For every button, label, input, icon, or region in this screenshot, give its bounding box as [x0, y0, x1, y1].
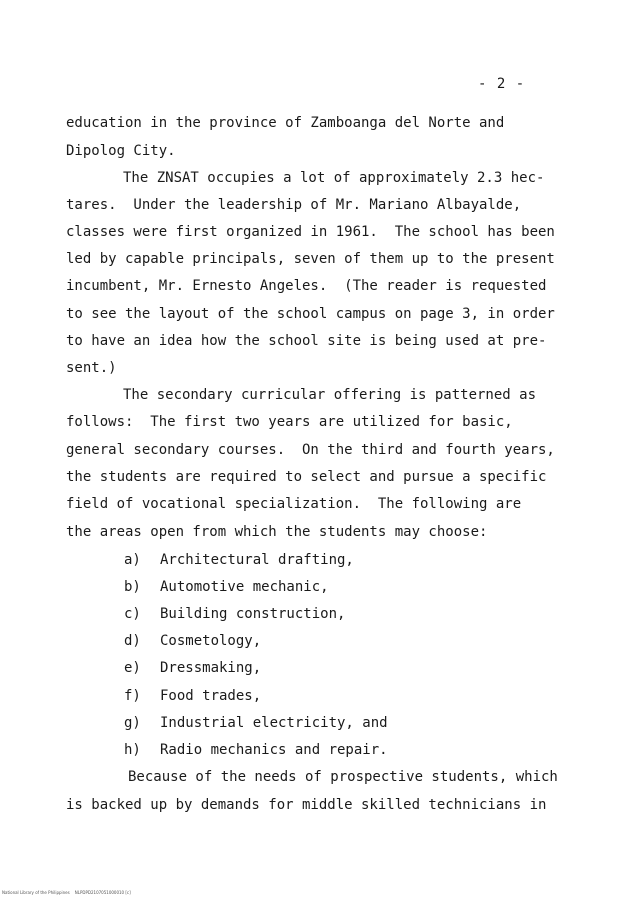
body-line: tares. Under the leadership of Mr. Mariano Albayalde, [66, 197, 522, 213]
body-line: Because of the needs of prospective students, which [128, 769, 558, 785]
list-item: Dressmaking, [160, 660, 262, 676]
list-item-letter: b) [124, 579, 141, 595]
body-line: classes were first organized in 1961. The school has been [66, 224, 555, 240]
body-line: follows: The first two years are utilized for basic, [66, 414, 513, 430]
body-line: education in the province of Zamboanga del Norte and [66, 115, 505, 131]
list-item-letter: d) [124, 633, 141, 649]
list-item: Radio mechanics and repair. [160, 742, 388, 758]
list-item: Automotive mechanic, [160, 579, 329, 595]
body-line: the areas open from which the students may choose: [66, 524, 488, 540]
body-line: field of vocational specialization. The following are [66, 496, 522, 512]
list-item-letter: g) [124, 715, 141, 731]
list-item-letter: e) [124, 660, 141, 676]
body-line: to have an idea how the school site is being used at pre- [66, 333, 547, 349]
list-item: Cosmetology, [160, 633, 262, 649]
page-number: - 2 - [478, 76, 526, 92]
body-line: the students are required to select and pursue a specific [66, 469, 547, 485]
list-item-letter: c) [124, 606, 141, 622]
list-item: Industrial electricity, and [160, 715, 388, 731]
list-item: Food trades, [160, 688, 262, 704]
list-item-letter: f) [124, 688, 141, 704]
list-item: Architectural drafting, [160, 552, 354, 568]
body-line: incumbent, Mr. Ernesto Angeles. (The reader is requested [66, 278, 547, 294]
list-item-letter: h) [124, 742, 141, 758]
body-line: led by capable principals, seven of them up to the present [66, 251, 555, 267]
body-line: to see the layout of the school campus on page 3, in order [66, 306, 555, 322]
body-line: sent.) [66, 360, 117, 376]
body-line: is backed up by demands for middle skilled technicians in [66, 797, 547, 813]
list-item: Building construction, [160, 606, 346, 622]
body-line: general secondary courses. On the third and fourth years, [66, 442, 555, 458]
body-line: The secondary curricular offering is patterned as [123, 387, 537, 403]
library-footer: National Library of the Philippines NLPDPD2107051000010 [c] [2, 890, 131, 895]
list-item-letter: a) [124, 552, 141, 568]
body-line: The ZNSAT occupies a lot of approximately 2.3 hec- [123, 170, 545, 186]
body-line: Dipolog City. [66, 143, 176, 159]
